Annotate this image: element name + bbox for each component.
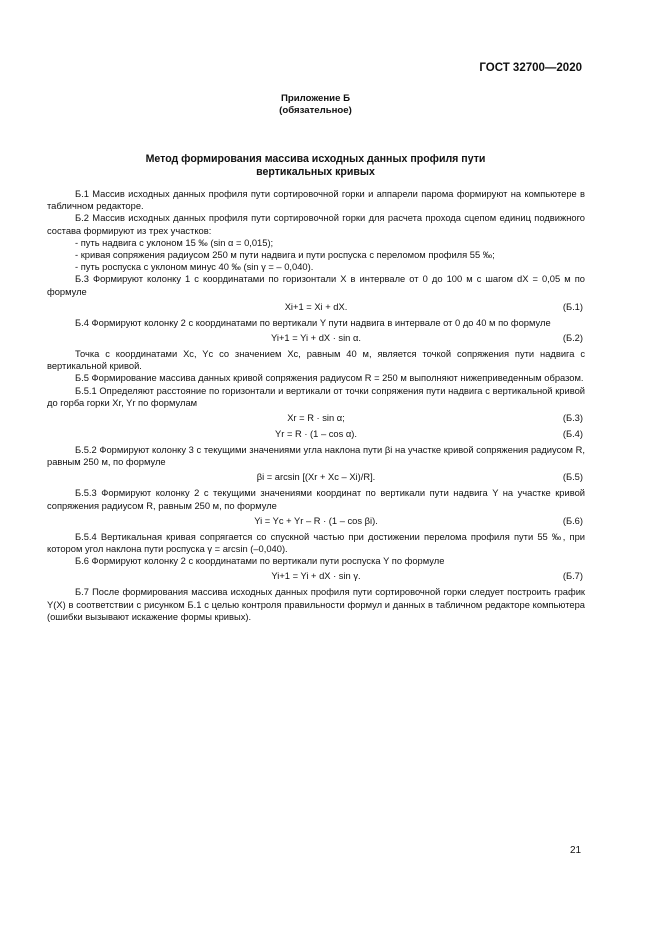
section-title-line2: вертикальных кривых (256, 166, 375, 178)
formula-text: Yi+1 = Yi + dX · sin α. (271, 333, 361, 344)
appendix-title: Приложение Б (281, 93, 350, 104)
formula-text: Xr = R · sin α; (287, 413, 345, 424)
formula-b2 (47, 332, 585, 345)
list-item: - путь надвига с уклоном 15 ‰ (sin α = 0,015); (75, 237, 274, 248)
paragraph-b5-3: Б.5.3 Формируют колонку 2 с текущими значениями координат по вертикали пути надвига Y на участке кривой сопряжения радиусом R, равным 250 м, по формуле (47, 488, 585, 511)
paragraph-b5-4: Б.5.4 Вертикальная кривая сопрягается со спускной частью при достижении перелома профиля пути 55 ‰, при котором угол наклона пути роспуска γ = arcsin (–0,040). (47, 531, 585, 555)
list-item: - кривая сопряжения радиусом 250 м пути надвига и пути роспуска с переломом профиля 55 ‰; (75, 250, 495, 261)
formula-number: (Б.5) (562, 472, 583, 483)
paragraph-b7: Б.7 После формирования массива исходных данных профиля пути сортировочной горки следует построить график Y(X) в соответствии с рисунком Б.1 с целью контроля правильности формул и данных в табличном редакторе компьютера (ошибки вызывают искажение формы кривых). (47, 587, 585, 622)
document-code: ГОСТ 32700—2020 (479, 62, 582, 74)
paragraph-point-c: Точка с координатами Xc, Yc со значением Xc, равным 40 м, является точкой сопряжения пути надвига с вертикальной кривой. (47, 349, 585, 372)
paragraph-b6: Б.6 Формируют колонку 2 с координатами по вертикали пути роспуска Y по формуле (75, 556, 445, 567)
paragraph-b3: Б.3 Формируют колонку 1 с координатами по горизонтали X в интервале от 0 до 100 м с шагом dX = 0,05 м по формуле (47, 274, 585, 297)
section-title-line1: Метод формирования массива исходных данных профиля пути (145, 153, 486, 165)
formula-number: (Б.2) (562, 333, 583, 344)
paragraph-b4: Б.4 Формируют колонку 2 с координатами по вертикали Y пути надвига в интервале от 0 до 40 м по формуле (75, 317, 551, 328)
paragraph-b2: Б.2 Массив исходных данных профиля пути сортировочной горки для расчета прохода сцепом единиц подвижного состава формируют из трех участков: (47, 213, 585, 236)
paragraph-b5-2: Б.5.2 Формируют колонку 3 с текущими значениями угла наклона пути βi на участке кривой сопряжения радиусом R, равным 250 м, по формуле (47, 445, 585, 468)
paragraph-b5: Б.5 Формирование массива данных кривой сопряжения радиусом R = 250 м выполняют нижеприведенным образом. (75, 373, 584, 384)
document-body (47, 188, 585, 623)
formula-b4 (47, 428, 585, 441)
formula-b1 (47, 301, 585, 314)
formula-text: Yr = R · (1 – cos α). (275, 429, 357, 440)
formula-text: Xi+1 = Xi + dX. (284, 301, 348, 312)
formula-b3 (47, 412, 585, 425)
formula-number: (Б.4) (562, 429, 583, 440)
formula-text: βi = arcsin [(Xr + Xc – Xi)/R]. (256, 472, 376, 483)
formula-b5 (47, 471, 585, 484)
formula-number: (Б.1) (562, 301, 583, 312)
formula-b7 (47, 570, 585, 583)
formula-number: (Б.6) (562, 515, 583, 526)
paragraph-b1: Б.1 Массив исходных данных профиля пути сортировочной горки и аппарели парома формируют на компьютере в табличном редакторе. (47, 189, 585, 212)
formula-text: Yi+1 = Yi + dX · sin γ. (271, 571, 361, 582)
paragraph-b5-1: Б.5.1 Определяют расстояние по горизонтали и вертикали от точки сопряжения пути надвига с вертикальной кривой до горба горки Xr, Yr по формулам (47, 385, 585, 408)
page-number: 21 (570, 845, 582, 856)
formula-text: Yi = Yc + Yr – R · (1 – cos βi). (254, 515, 378, 526)
formula-b6 (47, 515, 585, 528)
appendix-status: (обязательное) (279, 105, 352, 116)
list-item: - путь роспуска с уклоном минус 40 ‰ (sin γ = – 0,040). (75, 262, 314, 273)
formula-number: (Б.7) (562, 571, 583, 582)
formula-number: (Б.3) (562, 413, 583, 424)
